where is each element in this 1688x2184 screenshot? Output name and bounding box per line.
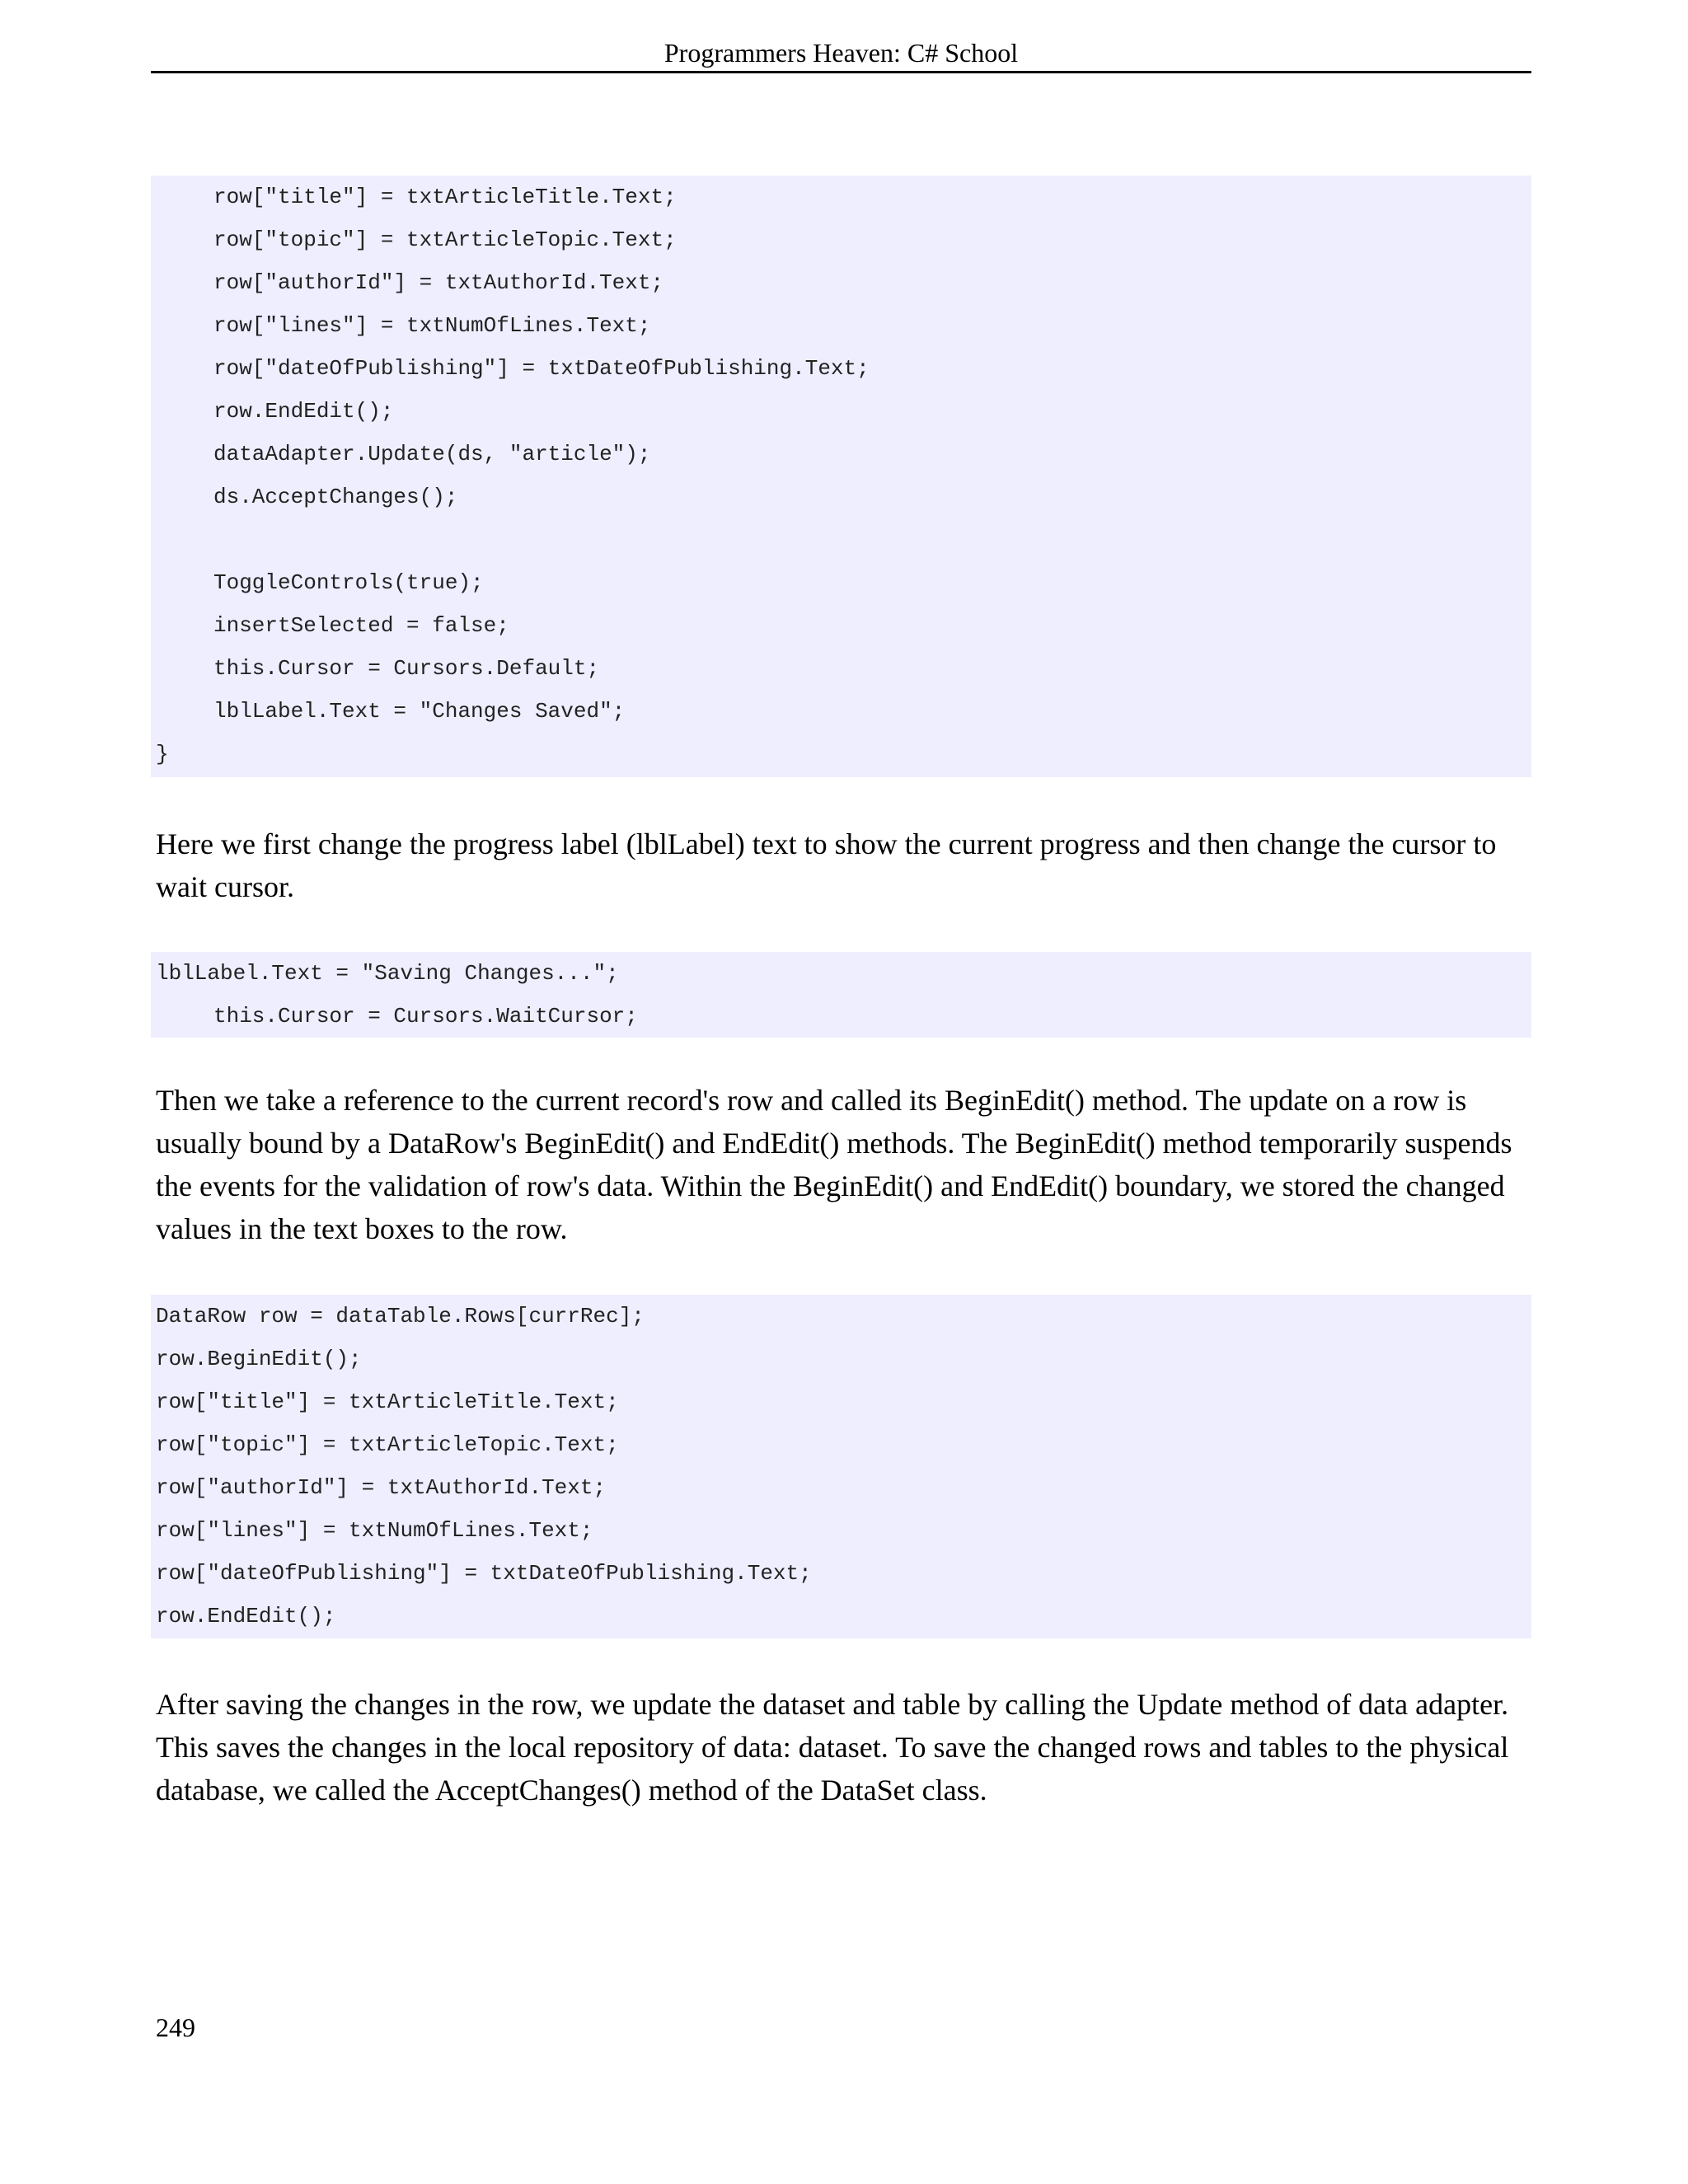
code-line: ds.AcceptChanges();	[213, 485, 458, 509]
code-line: row.EndEdit();	[156, 1604, 336, 1629]
code-line: this.Cursor = Cursors.Default;	[213, 656, 600, 681]
body-paragraph: After saving the changes in the row, we update the dataset and table by calling the Update method of data adapter. This saves the changes in the local repository of data: dataset. To save the changed rows and tables to the physical database, we called the AcceptChanges() method of the DataSet class.	[156, 1688, 1509, 1807]
code-line: }	[156, 742, 169, 766]
code-line: row["topic"] = txtArticleTopic.Text;	[213, 227, 677, 252]
body-paragraph: Here we first change the progress label (lblLabel) text to show the current progress and then change the cursor to wait cursor.	[156, 827, 1497, 903]
code-line: lblLabel.Text = "Saving Changes...";	[156, 961, 619, 986]
page-number: 249	[156, 2013, 195, 2042]
code-line: row["dateOfPublishing"] = txtDateOfPublishing.Text;	[213, 356, 870, 381]
code-line: DataRow row = dataTable.Rows[currRec];	[156, 1304, 645, 1329]
body-paragraph: Then we take a reference to the current record's row and called its BeginEdit() method. The update on a row is usually bound by a DataRow's BeginEdit() and EndEdit() methods. The BeginEdit() method temporarily suspends the events for the validation of row's data. Within the BeginEdit() and EndEdit() boundary, we stored the changed values in the text boxes to the row.	[156, 1084, 1512, 1245]
code-block-wait-cursor	[151, 952, 1531, 1038]
code-line: row["lines"] = txtNumOfLines.Text;	[213, 313, 651, 338]
code-line: row.EndEdit();	[213, 399, 394, 424]
code-block-begin-edit	[151, 1295, 1531, 1638]
code-line: dataAdapter.Update(ds, "article");	[213, 442, 651, 466]
code-line: row.BeginEdit();	[156, 1347, 362, 1371]
running-header: Programmers Heaven: C# School	[151, 36, 1531, 73]
code-line: row["dateOfPublishing"] = txtDateOfPublishing.Text;	[156, 1561, 812, 1586]
code-line: row["lines"] = txtNumOfLines.Text;	[156, 1518, 593, 1543]
code-line: row["title"] = txtArticleTitle.Text;	[213, 185, 677, 209]
code-line: this.Cursor = Cursors.WaitCursor;	[213, 1004, 638, 1029]
code-line: row["topic"] = txtArticleTopic.Text;	[156, 1432, 619, 1457]
code-line: ToggleControls(true);	[213, 570, 484, 595]
code-line: row["authorId"] = txtAuthorId.Text;	[213, 270, 664, 295]
code-line: row["title"] = txtArticleTitle.Text;	[156, 1390, 619, 1414]
code-line: insertSelected = false;	[213, 613, 509, 638]
code-line: lblLabel.Text = "Changes Saved";	[213, 699, 626, 724]
code-line: row["authorId"] = txtAuthorId.Text;	[156, 1475, 607, 1500]
code-block-save-changes	[151, 176, 1531, 777]
